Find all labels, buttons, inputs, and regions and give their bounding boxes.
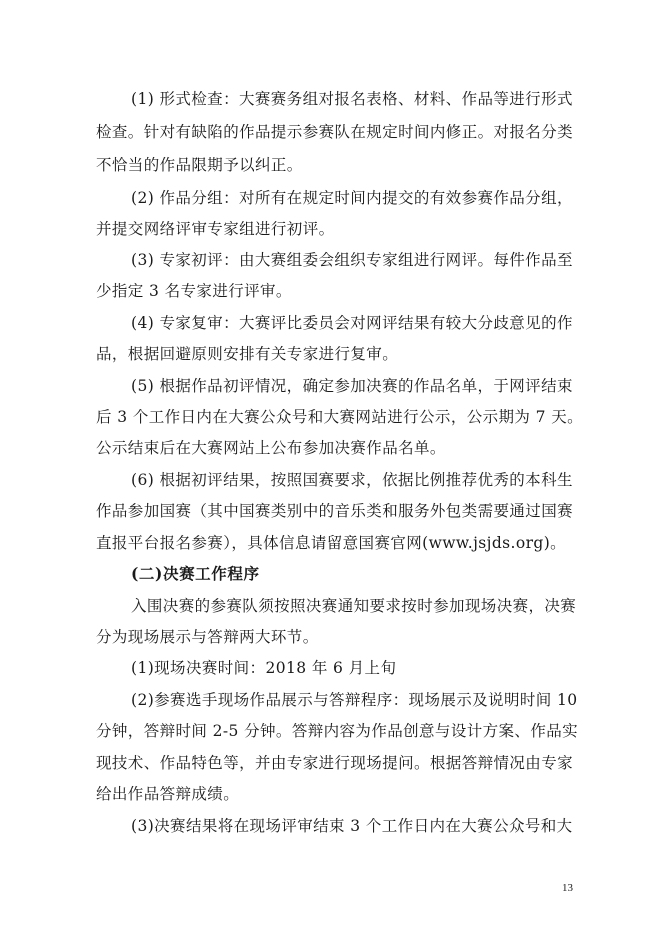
paragraph-line: (3) 专家初评：由大赛组委会组织专家组进行网评。每件作品至: [131, 251, 573, 269]
paragraph-line: 分钟，答辩时间 2-5 分钟。答辩内容为作品创意与设计方案、作品实: [96, 722, 579, 740]
page-number: 13: [562, 882, 573, 894]
paragraph-line: 不恰当的作品限期予以纠正。: [96, 156, 303, 174]
paragraph-line: 检查。针对有缺陷的作品提示参赛队在规定时间内修正。对报名分类: [96, 123, 574, 141]
paragraph-line: (1)现场决赛时间：2018 年 6 月上旬: [131, 659, 397, 677]
paragraph-line: 现技术、作品特色等，并由专家进行现场提问。根据答辩情况由专家: [96, 754, 574, 772]
paragraph-line: 作品参加国赛（其中国赛类别中的音乐类和服务外包类需要通过国赛: [96, 502, 574, 520]
paragraph-line: 后 3 个工作日内在大赛公众号和大赛网站进行公示，公示期为 7 天。: [96, 408, 584, 426]
paragraph-line: (2) 作品分组：对所有在规定时间内提交的有效参赛作品分组，: [131, 189, 573, 207]
paragraph-line: 少指定 3 名专家进行评审。: [96, 282, 292, 300]
paragraph-line: 品，根据回避原则安排有关专家进行复审。: [96, 345, 399, 363]
paragraph-line: (2)参赛选手现场作品展示与答辩程序：现场展示及说明时间 10: [131, 691, 578, 709]
paragraph-line: (1) 形式检查：大赛赛务组对报名表格、材料、作品等进行形式: [131, 90, 573, 108]
paragraph-line: 入围决赛的参赛队须按照决赛通知要求按时参加现场决赛，决赛: [131, 597, 577, 615]
paragraph-line: (4) 专家复审：大赛评比委员会对网评结果有较大分歧意见的作: [131, 314, 573, 332]
paragraph-line: 直报平台报名参赛），具体信息请留意国赛官网(www.jsjds.org)。: [96, 534, 567, 552]
paragraph-line: 并提交网络评审专家组进行初评。: [96, 220, 335, 238]
paragraph-line: 公示结束后在大赛网站上公布参加决赛作品名单。: [96, 439, 446, 457]
paragraph-line: 给出作品答辩成绩。: [96, 785, 240, 803]
paragraph-line: (6) 根据初评结果，按照国赛要求，依据比例推荐优秀的本科生: [131, 471, 573, 489]
section-heading: (二)决赛工作程序: [131, 564, 260, 583]
paragraph-line: (5) 根据作品初评情况，确定参加决赛的作品名单，于网评结束: [131, 377, 573, 395]
paragraph-line: 分为现场展示与答辩两大环节。: [96, 628, 319, 646]
paragraph-line: (3)决赛结果将在现场评审结束 3 个工作日内在大赛公众号和大: [131, 817, 573, 835]
